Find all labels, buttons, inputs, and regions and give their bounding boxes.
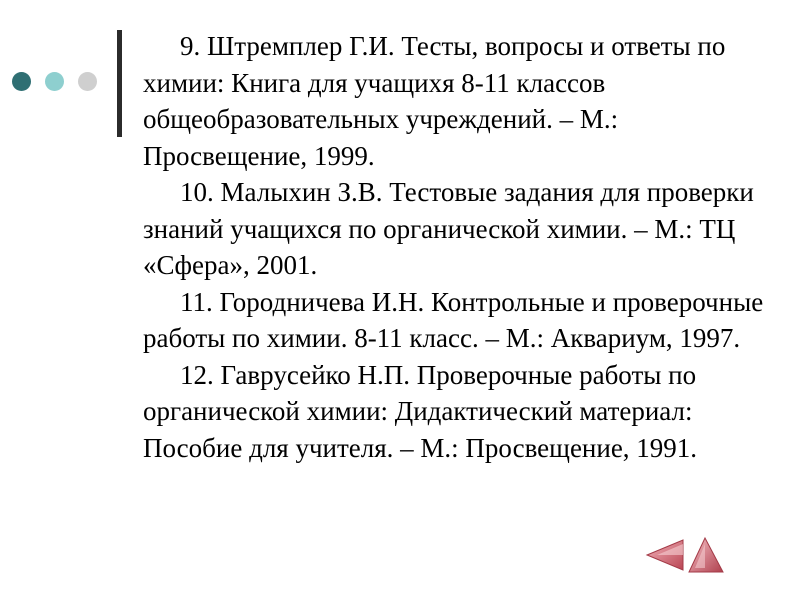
dot-light-icon <box>45 72 64 91</box>
vertical-divider <box>117 30 122 137</box>
reference-item: 10. Малыхин З.В. Тестовые задания для проверки знаний учащихся по органической химии. – М.: ТЦ «Сфера», 2001. <box>143 177 754 280</box>
triangle-left-icon[interactable] <box>647 540 683 570</box>
reference-item: 11. Городничева И.Н. Контрольные и проверочные работы по химии. 8-11 класс. – М.: Аквариум, 1997. <box>143 286 764 353</box>
decorative-dots <box>12 72 97 91</box>
dot-gray-icon <box>78 72 97 91</box>
dot-dark-icon <box>12 72 31 91</box>
reference-item: 9. Штремплер Г.И. Тесты, вопросы и ответы по химии: Книга для учащихя 8-11 классов общеобразовательных учреждений. – М.: Просвещение, 1999. <box>143 31 726 171</box>
navigation-buttons <box>645 536 725 574</box>
reference-list <box>143 28 783 466</box>
triangle-up-icon[interactable] <box>689 538 723 572</box>
reference-item: 12. Гаврусейко Н.П. Проверочные работы по органической химии: Дидактический материал: Пособие для учителя. – М.: Просвещение, 1991. <box>143 359 698 463</box>
